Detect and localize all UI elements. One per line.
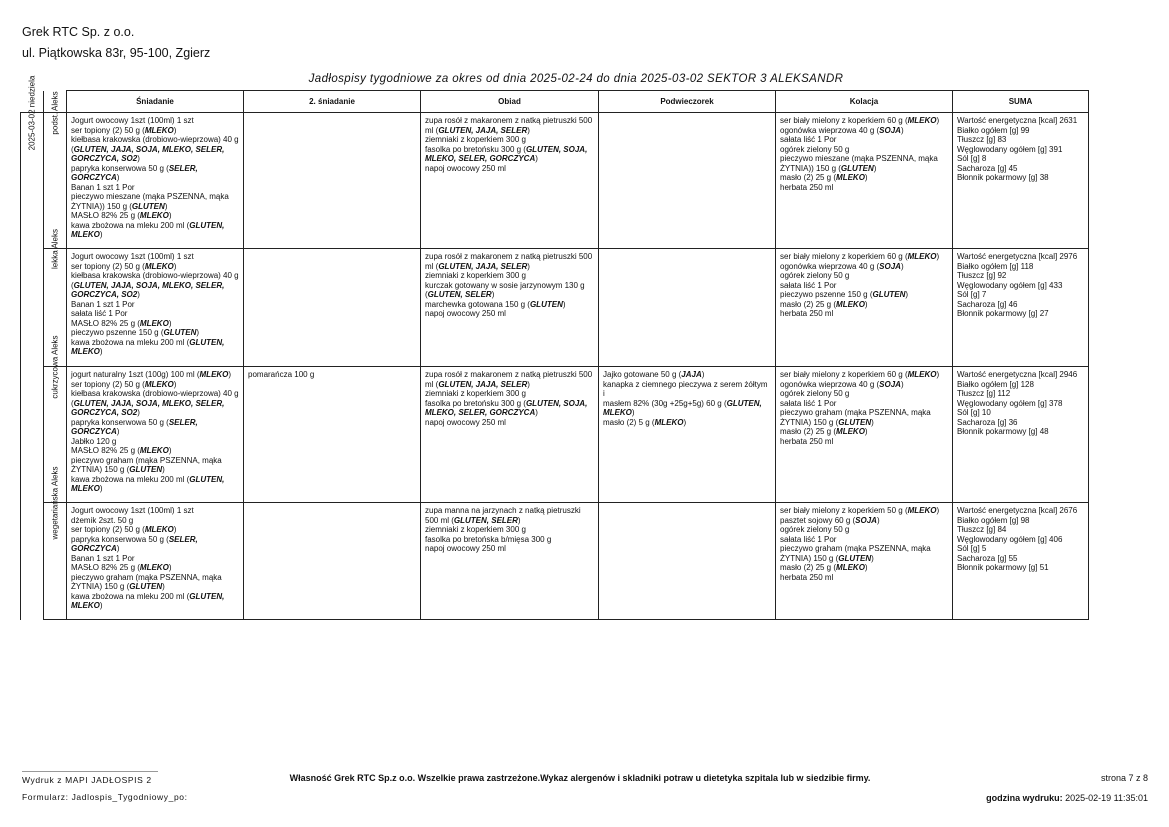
meal-cell-dinner	[776, 249, 953, 367]
cell-line: papryka konserwowa 50 g (SELER,	[71, 417, 198, 427]
meal-cell-second-breakfast	[244, 113, 421, 249]
cell-line: MASŁO 82% 25 g (MLEKO)	[71, 563, 172, 572]
cell-line: masło (2) 25 g (MLEKO)	[780, 427, 868, 436]
cell-line: pieczywo graham (mąka PSZENNA, mąka	[71, 455, 222, 465]
cell-line: kiełbasa krakowska (drobiowo-wieprzowa) 40 g	[71, 389, 239, 398]
cell-line: Wartość energetyczna [kcal] 2976	[957, 252, 1078, 261]
cell-line: GORCZYCA, SO2)	[71, 290, 140, 299]
cell-line: masło (2) 25 g (MLEKO)	[780, 563, 868, 572]
diet-label: wegetariańska Aleks	[50, 466, 60, 540]
cell-line: MLEKO)	[71, 347, 103, 356]
cell-line: Sól [g] 5	[957, 544, 987, 553]
meal-cell-dinner	[776, 113, 953, 249]
sum-cell	[953, 113, 1089, 249]
meal-cell-second-breakfast	[244, 367, 421, 503]
date-cell	[21, 75, 44, 620]
sum-cell	[953, 249, 1089, 367]
cell-line: ŻYTNIA) 150 g (GLUTEN)	[71, 465, 165, 474]
cell-line: Jogurt owocowy 1szt (100ml) 1 szt	[71, 252, 194, 261]
meal-cell-dinner	[776, 503, 953, 620]
cell-line: MLEKO)	[71, 484, 103, 493]
cell-line: Jogurt owocowy 1szt (100ml) 1 szt	[71, 506, 194, 515]
cell-line: ogonówka wieprzowa 40 g (SOJA)	[780, 261, 904, 271]
company-info	[22, 22, 210, 64]
cell-line: kawa zbożowa na mleku 200 ml (GLUTEN,	[71, 474, 225, 484]
cell-line: ser topiony (2) 50 g (MLEKO)	[71, 379, 177, 389]
cell-line: kurczak gotowany w sosie jarzynowym 130 g	[425, 280, 585, 290]
cell-line: ziemniaki z koperkiem 300 g	[425, 135, 526, 144]
cell-line: Błonnik pokarmowy [g] 27	[957, 309, 1049, 318]
diet-label: podst. Aleks	[50, 91, 60, 135]
cell-line: Banan 1 szt 1 Por	[71, 182, 135, 192]
cell-line: (GLUTEN, JAJA, SOJA, MLEKO, SELER,	[71, 280, 225, 290]
cell-line: papryka konserwowa 50 g (SELER,	[71, 163, 198, 173]
cell-line: (GLUTEN, SELER)	[425, 290, 495, 299]
cell-line: 500 ml (GLUTEN, SELER)	[425, 515, 521, 525]
cell-line: Sacharoza [g] 55	[957, 553, 1018, 563]
cell-line: fasolka po bretońska b/mięsa 300 g	[425, 534, 552, 544]
print-time-label: godzina wydruku:	[986, 793, 1063, 803]
cell-line: (GLUTEN, JAJA, SOJA, MLEKO, SELER,	[71, 398, 225, 408]
cell-line: ser topiony (2) 50 g (MLEKO)	[71, 125, 177, 135]
cell-line: MASŁO 82% 25 g (MLEKO)	[71, 211, 172, 220]
cell-line: ŻYTNIA)) 150 g (GLUTEN)	[780, 163, 877, 173]
cell-line: MLEKO)	[71, 601, 103, 610]
table-row	[21, 249, 1089, 367]
cell-line: Tłuszcz [g] 112	[957, 389, 1011, 398]
cell-line: kawa zbożowa na mleku 200 ml (GLUTEN,	[71, 337, 225, 347]
cell-line: Tłuszcz [g] 84	[957, 525, 1007, 534]
column-header-lunch: Obiad	[421, 91, 599, 113]
cell-line: zupa rosół z makaronem z natką pietruszki 500	[425, 370, 593, 379]
meal-cell-lunch	[421, 249, 599, 367]
cell-line: Tłuszcz [g] 83	[957, 135, 1007, 144]
sum-cell	[953, 503, 1089, 620]
meal-cell-snack	[599, 113, 776, 249]
meal-cell-second-breakfast	[244, 249, 421, 367]
cell-line: Sól [g] 7	[957, 290, 987, 299]
table-row	[21, 503, 1089, 620]
cell-line: sałata liść 1 Por	[780, 135, 837, 144]
cell-line: kawa zbożowa na mleku 200 ml (GLUTEN,	[71, 220, 225, 230]
cell-line: Wartość energetyczna [kcal] 2676	[957, 506, 1078, 515]
cell-line: dżemik 2szt. 50 g	[71, 515, 134, 525]
cell-line: herbata 250 ml	[780, 436, 834, 446]
meal-cell-snack	[599, 503, 776, 620]
header-row	[21, 91, 1089, 113]
cell-line: sałata liść 1 Por	[780, 398, 837, 408]
cell-line: Błonnik pokarmowy [g] 48	[957, 427, 1049, 436]
cell-line: papryka konserwowa 50 g (SELER,	[71, 534, 198, 544]
cell-line: napoj owocowy 250 ml	[425, 309, 506, 318]
cell-line: Białko ogółem [g] 128	[957, 379, 1034, 389]
cell-line: Białko ogółem [g] 99	[957, 125, 1030, 135]
meal-cell-dinner	[776, 367, 953, 503]
meal-cell-lunch	[421, 503, 599, 620]
meal-cell-breakfast	[67, 249, 244, 367]
meal-cell-lunch	[421, 113, 599, 249]
cell-line: ser topiony (2) 50 g (MLEKO)	[71, 261, 177, 271]
cell-line: pieczywo mieszane (mąka PSZENNA, mąka	[780, 154, 938, 163]
cell-line: GORCZYCA)	[71, 173, 120, 182]
copyright-notice: Własność Grek RTC Sp.z o.o. Wszelkie prawa zastrzeżone.Wykaz alergenów i skladniki potraw u dietetyka szpitala lub w siedzibie firmy.	[289, 773, 871, 783]
cell-line: Banan 1 szt 1 Por	[71, 553, 135, 563]
cell-line: Wartość energetyczna [kcal] 2946	[957, 370, 1078, 379]
cell-line: ogórek zielony 50 g	[780, 525, 850, 534]
cell-line: masłem 82% (30g +25g+5g) 60 g (GLUTEN,	[603, 398, 762, 408]
cell-line: zupa manna na jarzynach z natką pietruszki	[425, 506, 581, 515]
page-number: strona 7 z 8	[1100, 773, 1148, 783]
cell-line: Sól [g] 10	[957, 408, 991, 417]
cell-line: ser biały mielony z koperkiem 60 g (MLEKO)	[780, 116, 940, 125]
cell-line: fasolka po bretońsku 300 g (GLUTEN, SOJA,	[425, 144, 588, 154]
cell-line: kawa zbożowa na mleku 200 ml (GLUTEN,	[71, 591, 225, 601]
cell-line: pieczywo pszenne 150 g (GLUTEN)	[780, 290, 909, 299]
cell-line: Sacharoza [g] 46	[957, 299, 1018, 309]
cell-line: ogórek zielony 50 g	[780, 144, 850, 154]
cell-line: kiełbasa krakowska (drobiowo-wieprzowa) 40 g	[71, 135, 239, 144]
cell-line: pomarańcza 100 g	[248, 370, 315, 379]
cell-line: Wartość energetyczna [kcal] 2631	[957, 116, 1078, 125]
cell-line: GORCZYCA)	[71, 544, 120, 553]
cell-line: ogórek zielony 50 g	[780, 389, 850, 398]
cell-line: MASŁO 82% 25 g (MLEKO)	[71, 318, 172, 328]
cell-line: (GLUTEN, JAJA, SOJA, MLEKO, SELER,	[71, 144, 225, 154]
cell-line: Błonnik pokarmowy [g] 51	[957, 563, 1049, 572]
cell-line: Banan 1 szt 1 Por	[71, 299, 135, 309]
company-address: ul. Piątkowska 83r, 95-100, Zgierz	[22, 46, 211, 60]
date-label: 2025-03-02 niedziela	[27, 75, 37, 151]
cell-line: Jajko gotowane 50 g (JAJA)	[603, 370, 705, 379]
cell-line: Węglowodany ogółem [g] 433	[957, 280, 1063, 290]
cell-line: pieczywo pszenne 150 g (GLUTEN)	[71, 328, 200, 337]
cell-line: MASŁO 82% 25 g (MLEKO)	[71, 446, 172, 455]
cell-line: ogonówka wieprzowa 40 g (SOJA)	[780, 379, 904, 389]
cell-line: masło (2) 25 g (MLEKO)	[780, 173, 868, 182]
cell-line: pasztet sojowy 60 g (SOJA)	[780, 515, 880, 525]
cell-line: jogurt naturalny 1szt (100g) 100 ml (MLEKO)	[71, 370, 232, 379]
cell-line: MLEKO)	[603, 408, 635, 417]
column-header-breakfast: Śniadanie	[67, 91, 244, 113]
cell-line: ml (GLUTEN, JAJA, SELER)	[425, 125, 530, 135]
cell-line: kiełbasa krakowska (drobiowo-wieprzowa) 40 g	[71, 271, 239, 280]
cell-line: ser biały mielony z koperkiem 50 g (MLEKO)	[780, 506, 940, 515]
cell-line: sałata liść 1 Por	[780, 534, 837, 544]
column-header-second-breakfast: 2. śniadanie	[244, 91, 421, 113]
cell-line: MLEKO)	[71, 230, 103, 239]
cell-line: napoj owocowy 250 ml	[425, 417, 506, 427]
cell-line: napoj owocowy 250 ml	[425, 544, 506, 553]
cell-line: pieczywo graham (mąka PSZENNA, mąka	[780, 408, 931, 417]
meal-cell-lunch	[421, 367, 599, 503]
cell-line: ziemniaki z koperkiem 300 g	[425, 389, 526, 398]
cell-line: herbata 250 ml	[780, 572, 834, 582]
cell-line: ser biały mielony z koperkiem 60 g (MLEKO)	[780, 252, 940, 261]
cell-line: Białko ogółem [g] 118	[957, 261, 1034, 271]
cell-line: masło (2) 5 g (MLEKO)	[603, 417, 687, 427]
cell-line: pieczywo graham (mąka PSZENNA, mąka	[71, 572, 222, 582]
document-title: Jadłospisy tygodniowe za okres od dnia 2025-02-24 do dnia 2025-03-02 SEKTOR 3 ALEKSANDR	[308, 73, 844, 85]
meal-cell-breakfast	[67, 503, 244, 620]
meal-cell-snack	[599, 367, 776, 503]
cell-line: Jogurt owocowy 1szt (100ml) 1 szt	[71, 116, 194, 125]
print-time	[986, 793, 1148, 803]
cell-line: Błonnik pokarmowy [g] 38	[957, 173, 1049, 182]
cell-line: napoj owocowy 250 ml	[425, 163, 506, 173]
cell-line: ŻYTNIA)) 150 g (GLUTEN)	[71, 201, 168, 211]
cell-line: Tłuszcz [g] 92	[957, 271, 1007, 280]
cell-line: Sacharoza [g] 36	[957, 417, 1018, 427]
table-row	[21, 113, 1089, 249]
company-name: Grek RTC Sp. z o.o.	[22, 25, 135, 39]
cell-line: fasolka po bretońsku 300 g (GLUTEN, SOJA,	[425, 398, 588, 408]
cell-line: GORCZYCA)	[71, 427, 120, 436]
cell-line: pieczywo mieszane (mąka PSZENNA, mąka	[71, 192, 229, 201]
cell-line: MLEKO, SELER, GORCZYCA)	[425, 154, 538, 163]
cell-line: ml (GLUTEN, JAJA, SELER)	[425, 379, 530, 389]
cell-line: ziemniaki z koperkiem 300 g	[425, 271, 526, 280]
diet-label: lekka Aleks	[50, 228, 60, 270]
cell-line: ser biały mielony z koperkiem 60 g (MLEKO)	[780, 370, 940, 379]
cell-line: Węglowodany ogółem [g] 378	[957, 398, 1063, 408]
print-source: Wydruk z MAPI JADŁOSPIS 2	[22, 771, 158, 789]
cell-line: pieczywo graham (mąka PSZENNA, mąka	[780, 544, 931, 553]
cell-line: herbata 250 ml	[780, 182, 834, 192]
cell-line: ŻYTNIA) 150 g (GLUTEN)	[71, 582, 165, 591]
cell-line: GORCZYCA, SO2)	[71, 408, 140, 417]
cell-line: Białko ogółem [g] 98	[957, 515, 1030, 525]
form-name: Formularz: Jadlospis_Tygodniowy_po:	[22, 792, 188, 802]
column-header-dinner: Kolacja	[776, 91, 953, 113]
cell-line: sałata liść 1 Por	[71, 309, 128, 318]
table-row	[21, 367, 1089, 503]
cell-line: GORCZYCA, SO2)	[71, 154, 140, 163]
cell-line: kanapka z ciemnego pieczywa z serem żółtym i	[603, 379, 768, 398]
cell-line: ogórek zielony 50 g	[780, 271, 850, 280]
cell-line: MLEKO, SELER, GORCZYCA)	[425, 408, 538, 417]
cell-line: masło (2) 25 g (MLEKO)	[780, 299, 868, 309]
cell-line: ml (GLUTEN, JAJA, SELER)	[425, 261, 530, 271]
cell-line: zupa rosół z makaronem z natką pietruszki 500	[425, 116, 593, 125]
cell-line: zupa rosół z makaronem z natką pietruszki 500	[425, 252, 593, 261]
cell-line: Węglowodany ogółem [g] 406	[957, 534, 1063, 544]
diet-label: cukrzycowa Aleks	[50, 335, 60, 399]
cell-line: herbata 250 ml	[780, 309, 834, 318]
cell-line: Sacharoza [g] 45	[957, 163, 1018, 173]
cell-line: marchewka gotowana 150 g (GLUTEN)	[425, 299, 566, 309]
cell-line: Jabłko 120 g	[71, 436, 117, 446]
meal-cell-second-breakfast	[244, 503, 421, 620]
print-time-value: 2025-02-19 11:35:01	[1065, 793, 1148, 803]
meal-cell-snack	[599, 249, 776, 367]
cell-line: ser topiony (2) 50 g (MLEKO)	[71, 525, 177, 534]
cell-line: ŻYTNIA) 150 g (GLUTEN)	[780, 553, 874, 563]
footer-left	[22, 771, 188, 806]
diet-cell	[44, 466, 67, 620]
meal-cell-breakfast	[67, 367, 244, 503]
column-header-snack: Podwieczorek	[599, 91, 776, 113]
cell-line: ogonówka wieprzowa 40 g (SOJA)	[780, 125, 904, 135]
cell-line: ŻYTNIA) 150 g (GLUTEN)	[780, 417, 874, 427]
cell-line: Sól [g] 8	[957, 154, 987, 163]
column-header-sum: SUMA	[953, 91, 1089, 113]
meal-cell-breakfast	[67, 113, 244, 249]
cell-line: ziemniaki z koperkiem 300 g	[425, 525, 526, 534]
cell-line: Węglowodany ogółem [g] 391	[957, 144, 1063, 154]
sum-cell	[953, 367, 1089, 503]
cell-line: sałata liść 1 Por	[780, 280, 837, 290]
